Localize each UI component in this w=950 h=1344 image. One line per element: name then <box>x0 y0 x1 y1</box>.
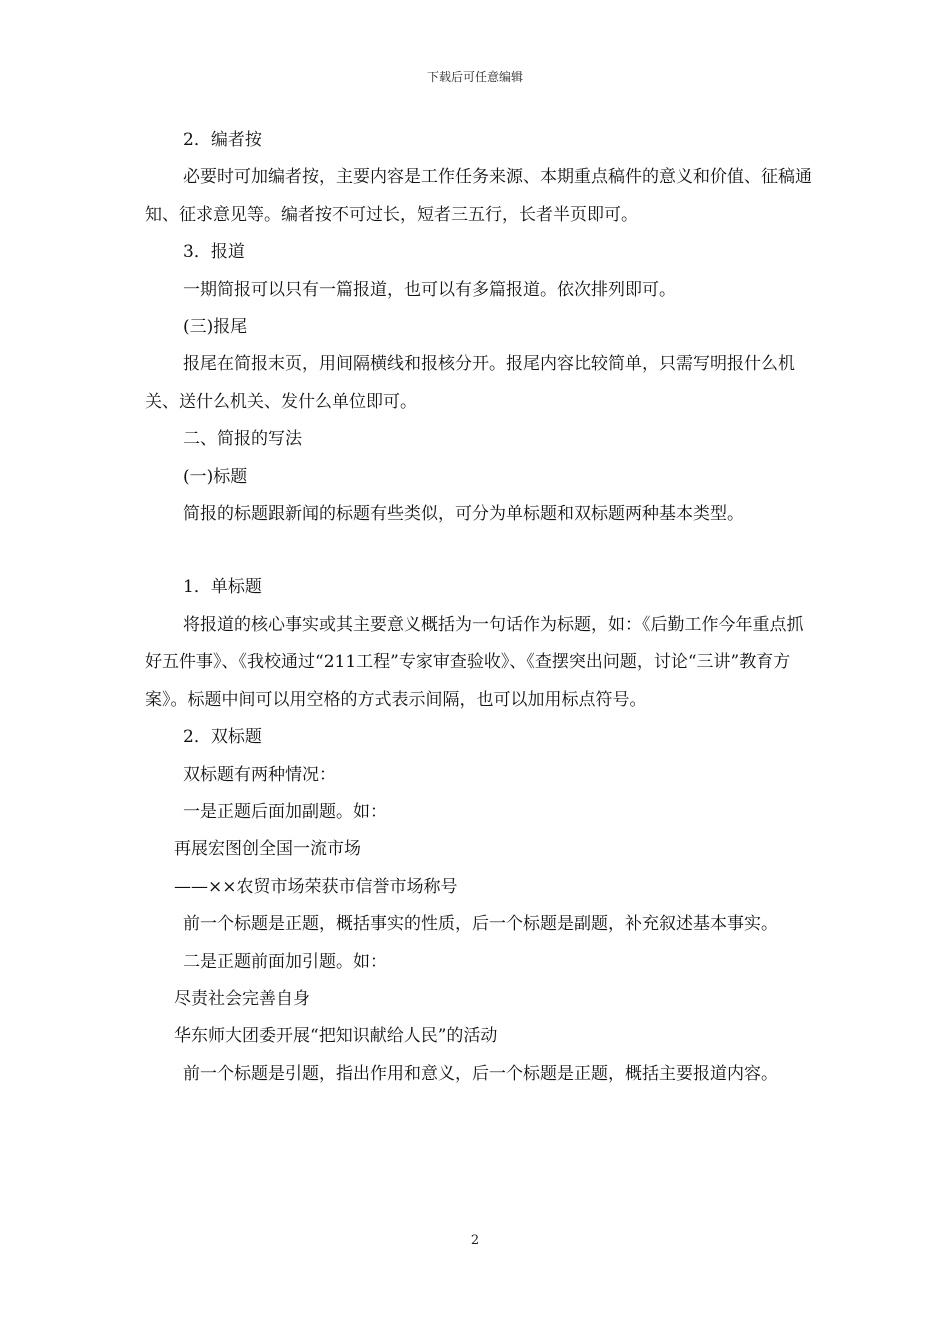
section-heading: 3．报道 <box>183 242 245 263</box>
paragraph: 一期简报可以只有一篇报道，也可以有多篇报道。依次排列即可。 <box>183 279 676 300</box>
paragraph: 一是正题后面加副题。如： <box>183 801 387 822</box>
example-subtitle: ——××农贸市场荣获市信誉市场称号 <box>174 876 458 897</box>
section-heading: (一)标题 <box>183 466 248 487</box>
section-heading: (三)报尾 <box>183 317 248 338</box>
paragraph: 报尾在简报末页，用间隔横线和报核分开。报尾内容比较简单，只需写明报什么机关、送什么机关、发什么单位即可。 <box>145 354 795 412</box>
section-heading: 2．双标题 <box>183 727 262 748</box>
paragraph: 双标题有两种情况： <box>183 764 336 785</box>
paragraph: 简报的标题跟新闻的标题有些类似，可分为单标题和双标题两种基本类型。 <box>183 504 744 525</box>
section-heading: 二、简报的写法 <box>183 429 302 450</box>
paragraph: 前一个标题是正题，概括事实的性质，后一个标题是副题，补充叙述基本事实。 <box>183 914 778 935</box>
document-body <box>145 122 813 1093</box>
paragraph: 必要时可加编者按，主要内容是工作任务来源、本期重点稿件的意义和价值、征稿通知、征求意见等。编者按不可过长，短者三五行，长者半页即可。 <box>145 167 812 225</box>
paragraph: 二是正题前面加引题。如： <box>183 951 387 972</box>
section-heading: 1．单标题 <box>183 577 262 598</box>
example-title: 华东师大团委开展“把知识献给人民”的活动 <box>174 1026 498 1047</box>
page-header: 下载后可任意编辑 <box>426 70 523 84</box>
example-title: 再展宏图创全国一流市场 <box>174 839 361 860</box>
example-lead-title: 尽责社会完善自身 <box>174 988 310 1009</box>
section-heading: 2．编者按 <box>183 130 262 150</box>
page-number: 2 <box>470 1233 480 1248</box>
spacer <box>145 533 813 569</box>
paragraph: 将报道的核心事实或其主要意义概括为一句话作为标题，如：《后勤工作今年重点抓好五件事》、《我校通过“211工程”专家审查验收》、《查摆突出问题，讨论“三讲”教育方案》。标题中间可以用空格的方式表示间隔，也可以加用标点符号。 <box>145 614 804 710</box>
paragraph: 前一个标题是引题，指出作用和意义，后一个标题是正题，概括主要报道内容。 <box>183 1063 778 1084</box>
